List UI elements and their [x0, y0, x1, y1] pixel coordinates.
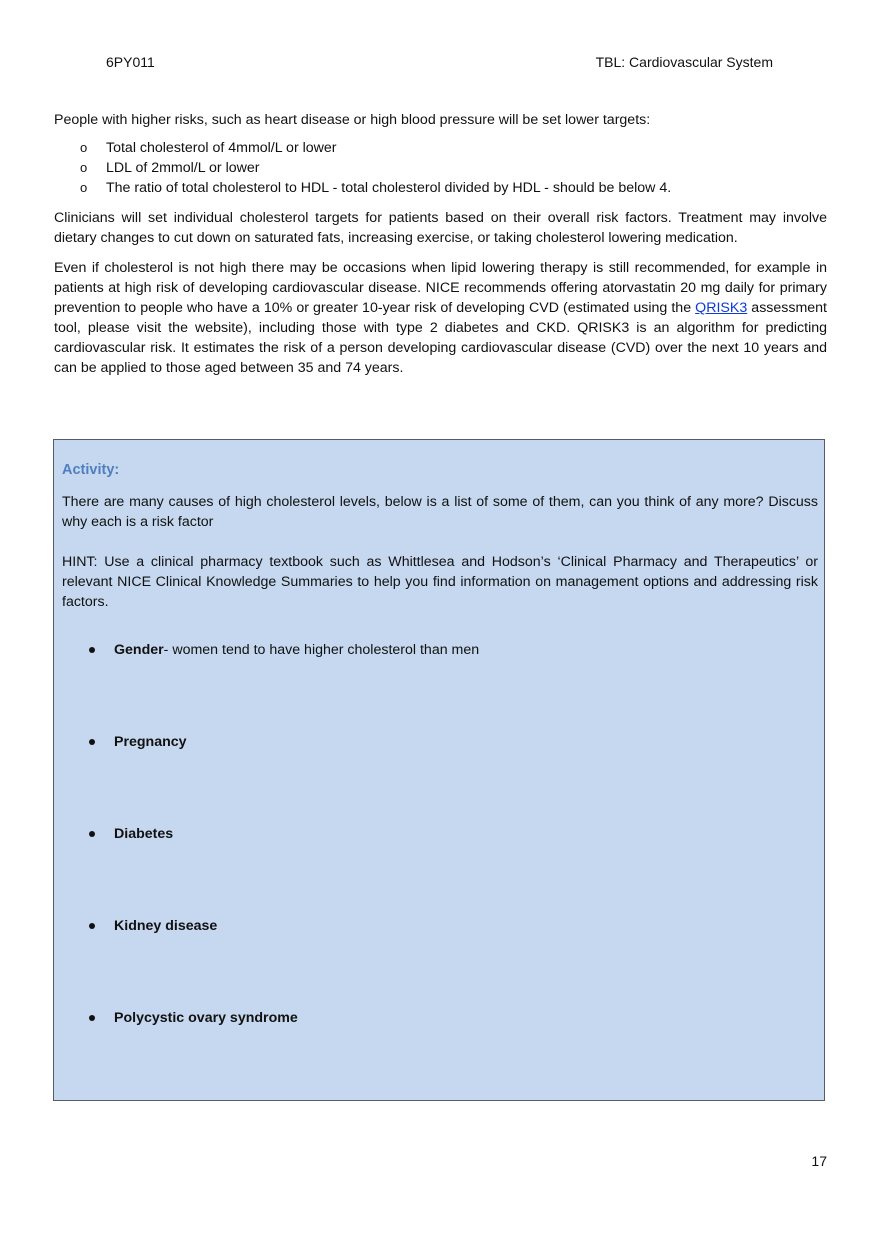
paragraph-text-after-link: assessment tool, please visit the website), including those with type 2 diabetes and CKD. QRISK3 is an algorithm for predicting cardiovascular risk. It estimates the risk of a person developing cardiovascular disease (CVD) over the next 10 years and can be applied to those aged between 35 and 74 years. [54, 300, 827, 376]
paragraph-text-before-link: Even if cholesterol is not high there may be occasions when lipid lowering therapy is still recommended, for example in patients at high risk of developing cardiovascular disease. NICE recommends offering atorvastatin 20 mg daily for primary prevention to people who have a 10% or greater 10-year risk of developing CVD (estimated using the [54, 260, 827, 316]
bullet-icon [89, 831, 95, 837]
risk-factor-list [62, 640, 818, 1100]
risk-factor-item [62, 824, 818, 916]
risk-factor-detail: - women tend to have higher cholesterol than men [163, 642, 480, 658]
intro-text: People with higher risks, such as heart disease or high blood pressure will be set lower targets: [54, 112, 651, 128]
qrisk3-link[interactable]: QRISK3 [695, 300, 748, 316]
risk-factor-item [62, 732, 818, 824]
treatment-paragraph: Clinicians will set individual cholesterol targets for patients based on their overall risk factors. Treatment may involve dietary changes to cut down on saturated fats, increasing exercise, or taking cholesterol lowering medication. [54, 210, 827, 246]
risk-factor-item [62, 916, 818, 1008]
main-content [54, 110, 827, 388]
target-item [54, 158, 827, 178]
circle-bullet-icon: o [80, 160, 88, 175]
bullet-icon [89, 647, 95, 653]
activity-box [53, 439, 825, 1101]
target-text: Total cholesterol of 4mmol/L or lower [106, 140, 337, 156]
page-number: 17 [811, 1153, 827, 1169]
target-item [54, 178, 827, 198]
risk-factor-label: Pregnancy [114, 734, 187, 750]
activity-hint: HINT: Use a clinical pharmacy textbook such as Whittlesea and Hodson’s ‘Clinical Pharmacy and Therapeutics’ or relevant NICE Clinical Knowledge Summaries to help you find information on management options and addressing risk factors. [62, 554, 818, 610]
risk-factor-item [62, 640, 818, 732]
target-item [54, 138, 827, 158]
risk-factor-label: Kidney disease [114, 918, 218, 934]
risk-factor-label: Gender [114, 642, 164, 658]
circle-bullet-icon: o [80, 180, 88, 195]
lipid-therapy-paragraph [54, 258, 827, 378]
risk-factor-label: Polycystic ovary syndrome [114, 1010, 298, 1026]
bullet-icon [89, 1015, 95, 1021]
document-title: TBL: Cardiovascular System [595, 54, 773, 70]
activity-body [62, 492, 818, 612]
document-code: 6PY011 [106, 54, 155, 70]
activity-title: Activity: [62, 462, 120, 478]
circle-bullet-icon: o [80, 140, 88, 155]
risk-factor-item [62, 1008, 818, 1100]
bullet-icon [89, 923, 95, 929]
targets-list [54, 138, 827, 198]
target-text: The ratio of total cholesterol to HDL - total cholesterol divided by HDL - should be below 4. [106, 180, 672, 196]
activity-question: There are many causes of high cholesterol levels, below is a list of some of them, can you think of any more? Discuss why each is a risk factor [62, 494, 818, 530]
target-text: LDL of 2mmol/L or lower [106, 160, 260, 176]
risk-factor-label: Diabetes [114, 826, 174, 842]
bullet-icon [89, 739, 95, 745]
